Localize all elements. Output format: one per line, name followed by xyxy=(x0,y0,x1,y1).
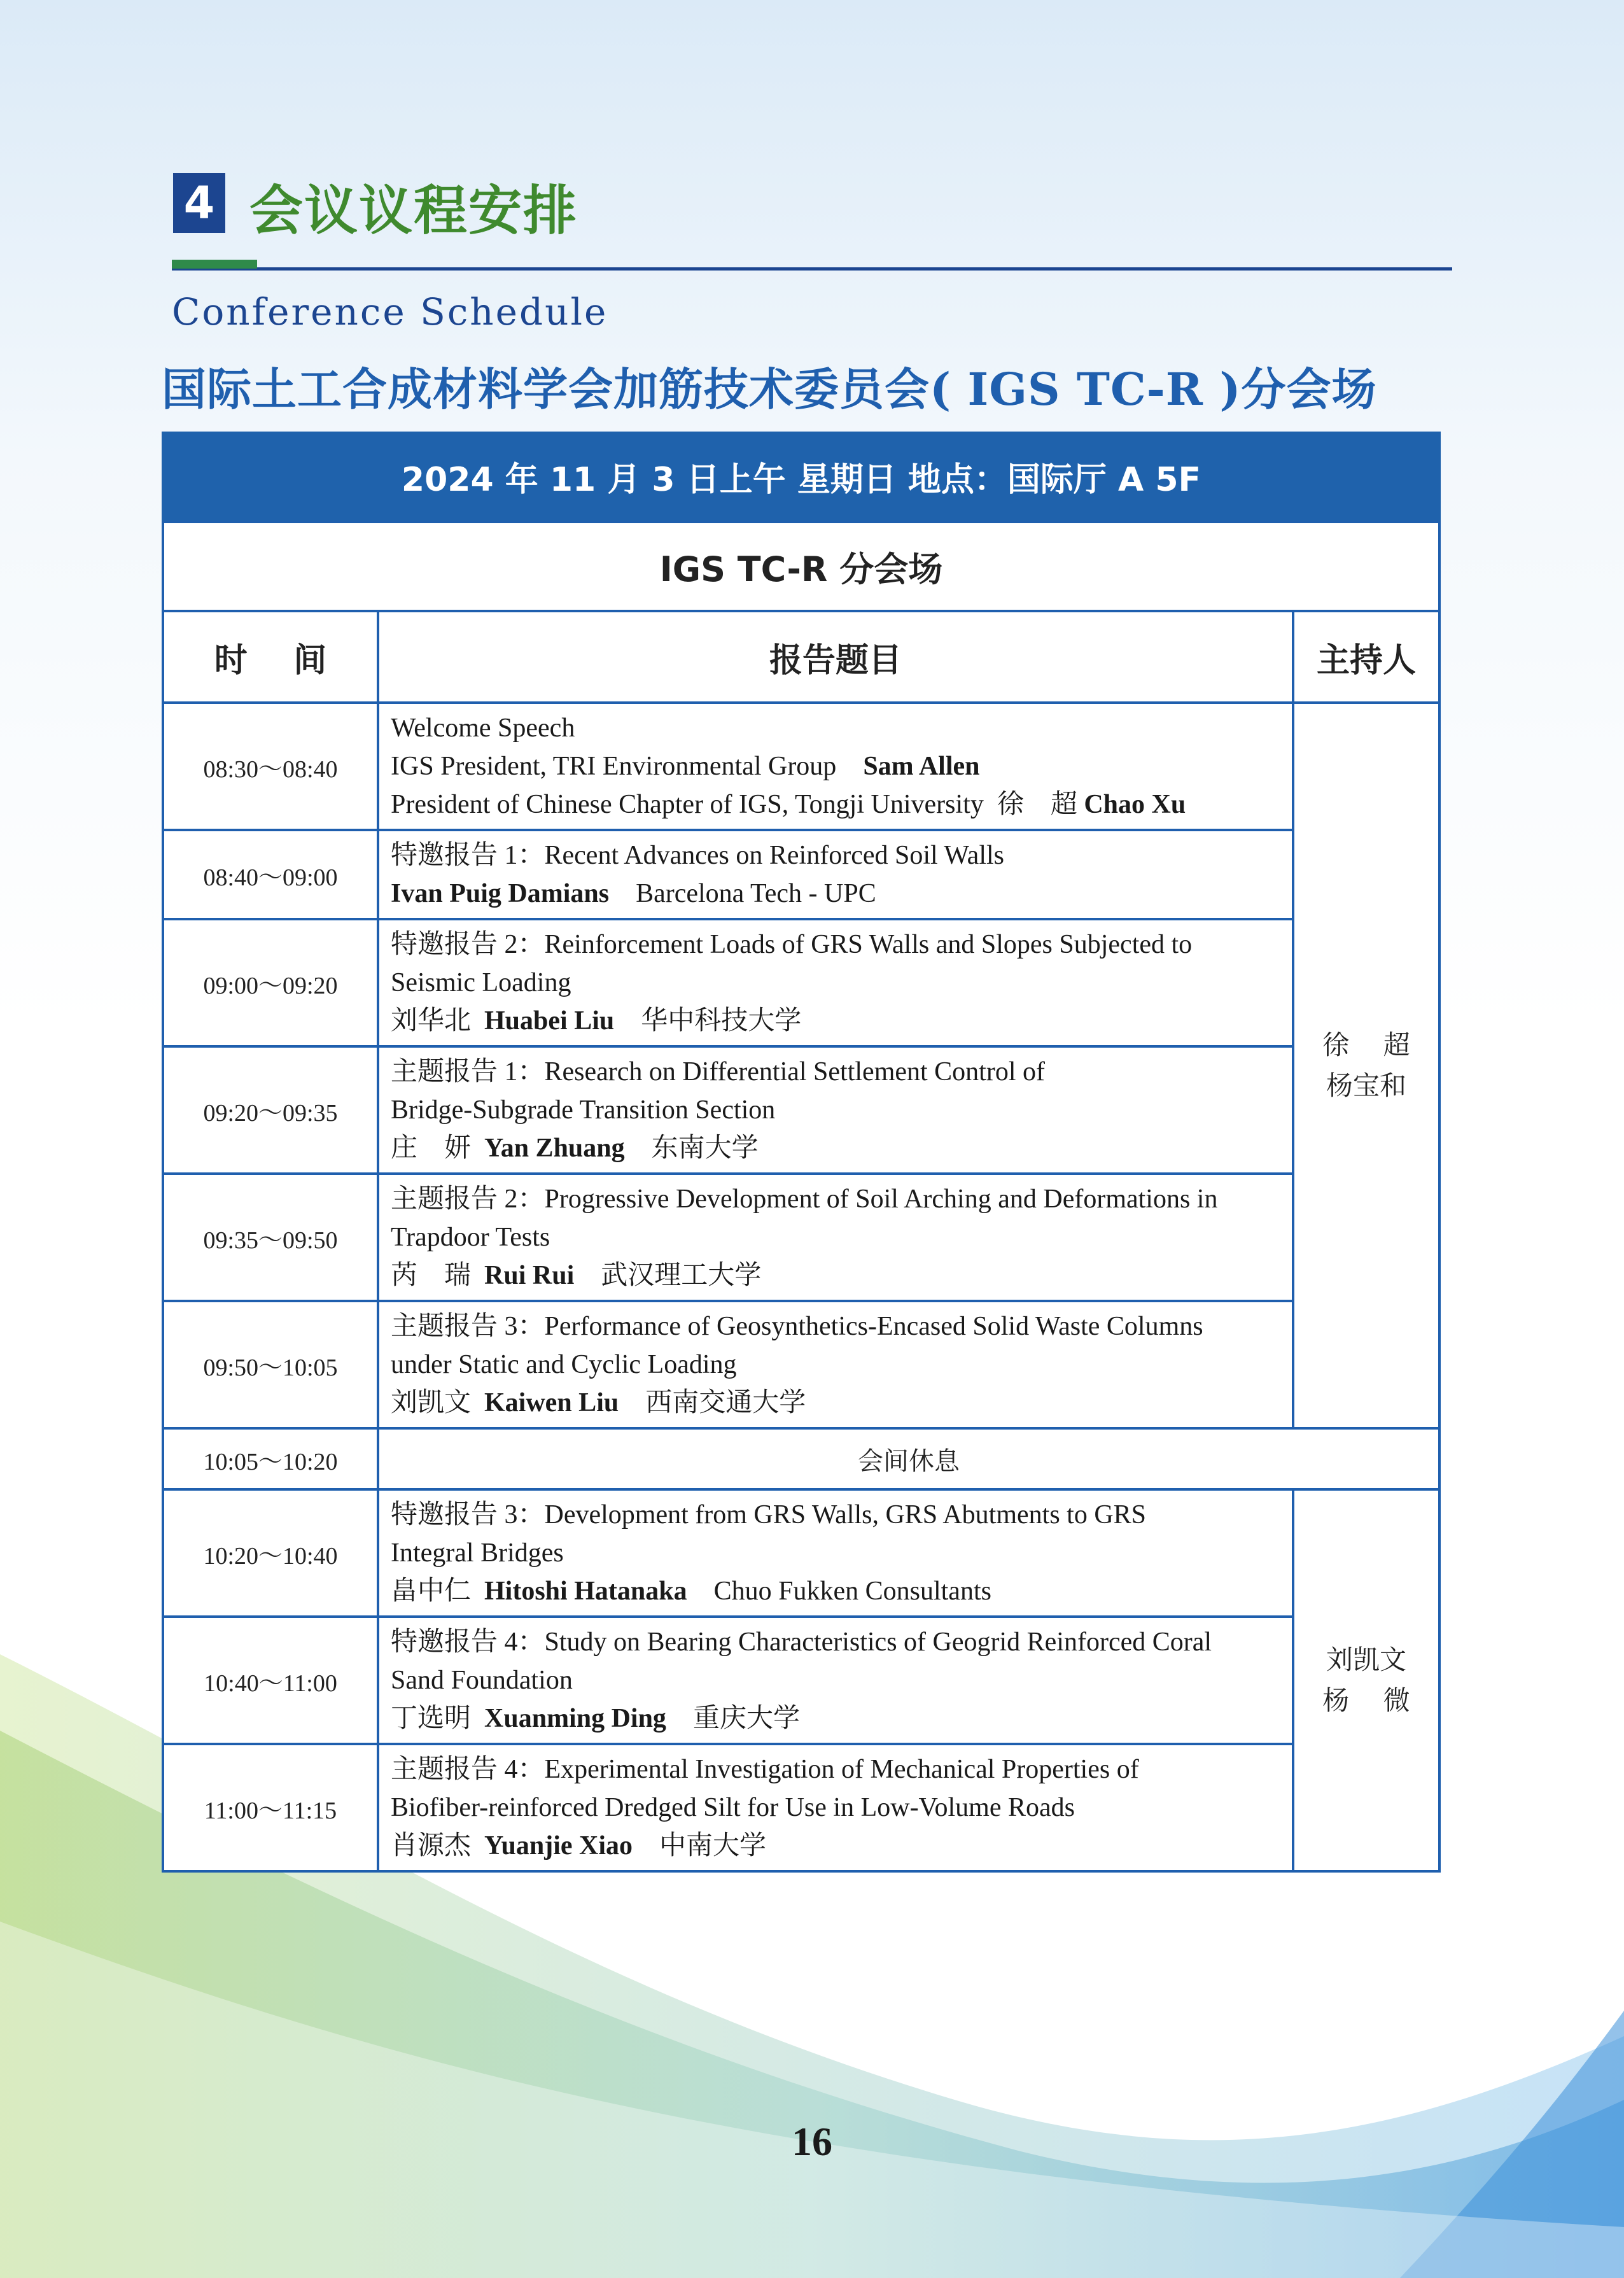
talk-title-cont: Seismic Loading xyxy=(391,968,571,997)
speaker-affiliation: 东南大学 xyxy=(651,1134,759,1163)
host-name: 刘凯文 xyxy=(1326,1644,1406,1675)
talk-cell xyxy=(378,703,1293,830)
speaker-affiliation: 华中科技大学 xyxy=(641,1006,802,1036)
table-row xyxy=(163,1174,1439,1301)
speaker-affiliation: 武汉理工大学 xyxy=(601,1261,762,1290)
talk-title-cont: Sand Foundation xyxy=(391,1666,573,1695)
talk-cell xyxy=(378,1617,1293,1744)
speaker-affiliation: 中南大学 xyxy=(659,1831,767,1860)
time-cell: 10:40～11:00 xyxy=(163,1617,378,1744)
talk-cell xyxy=(378,1744,1293,1871)
speaker-affiliation: IGS President, TRI Environmental Group xyxy=(391,752,864,781)
table-row xyxy=(163,1301,1439,1428)
speaker-name: Yan Zhuang xyxy=(484,1134,625,1163)
speaker-name: Huabei Liu xyxy=(484,1006,615,1036)
talk-cell xyxy=(378,1046,1293,1174)
speaker-name-cn: 刘华北 xyxy=(391,1006,472,1036)
talk-cell xyxy=(378,1174,1293,1301)
speaker-affiliation: President of Chinese Chapter of IGS, Tongji University 徐 超 xyxy=(391,790,1084,819)
table-row xyxy=(163,830,1439,919)
speaker-name: Kaiwen Liu xyxy=(484,1388,619,1417)
time-cell: 09:35～09:50 xyxy=(163,1174,378,1301)
speaker-name: Sam Allen xyxy=(863,752,980,781)
talk-title: 特邀报告 4：Study on Bearing Characteristics of Geogrid Reinforced Coral xyxy=(391,1628,1212,1657)
table-row xyxy=(163,1489,1439,1617)
speaker-name: Xuanming Ding xyxy=(484,1704,666,1733)
time-cell: 10:05～10:20 xyxy=(163,1428,378,1489)
schedule-table xyxy=(162,521,1441,1873)
time-cell: 11:00～11:15 xyxy=(163,1744,378,1871)
talk-cell xyxy=(378,1489,1293,1617)
speaker-name-cn: 芮 瑞 xyxy=(391,1261,472,1290)
table-row xyxy=(163,1046,1439,1174)
talk-title: 主题报告 2：Progressive Development of Soil Arching and Deformations in xyxy=(391,1185,1218,1214)
subtitle-english: Conference Schedule xyxy=(172,290,608,334)
talk-title: 特邀报告 3：Development from GRS Walls, GRS Abutments to GRS xyxy=(391,1500,1147,1529)
talk-title: Welcome Speech xyxy=(391,714,575,743)
host-cell xyxy=(1293,1489,1439,1871)
break-label: 会间休息 xyxy=(378,1428,1439,1489)
session-title: IGS TC-R 分会场 xyxy=(163,522,1439,611)
speaker-affiliation: 西南交通大学 xyxy=(645,1388,806,1417)
talk-cell xyxy=(378,1301,1293,1428)
header-topic: 报告题目 xyxy=(378,611,1293,703)
talk-title: 特邀报告 2：Reinforcement Loads of GRS Walls and Slopes Subjected to xyxy=(391,930,1193,959)
time-cell: 08:40～09:00 xyxy=(163,830,378,919)
talk-title-cont: Integral Bridges xyxy=(391,1538,564,1568)
table-row xyxy=(163,1744,1439,1871)
talk-title: 主题报告 1：Research on Differential Settlement Control of xyxy=(391,1057,1045,1086)
header-rule xyxy=(172,267,1452,271)
talk-title: 主题报告 4：Experimental Investigation of Mechanical Properties of xyxy=(391,1755,1139,1784)
time-cell: 09:00～09:20 xyxy=(163,919,378,1046)
talk-cell xyxy=(378,919,1293,1046)
speaker-name: Ivan Puig Damians xyxy=(391,879,610,908)
speaker-affiliation: Chuo Fukken Consultants xyxy=(713,1577,991,1606)
host-name: 徐 超 xyxy=(1322,1029,1410,1060)
speaker-name-cn: 刘凯文 xyxy=(391,1388,472,1417)
host-name: 杨 微 xyxy=(1322,1685,1410,1716)
speaker-name: Yuanjie Xiao xyxy=(484,1831,633,1860)
time-cell: 09:20～09:35 xyxy=(163,1046,378,1174)
speaker-affiliation: Barcelona Tech - UPC xyxy=(636,879,876,908)
page-number: 16 xyxy=(792,2119,832,2164)
speaker-name-cn: 畠中仁 xyxy=(391,1577,472,1606)
talk-title: 主题报告 3：Performance of Geosynthetics-Encased Solid Waste Columns xyxy=(391,1312,1203,1341)
talk-title-cont: under Static and Cyclic Loading xyxy=(391,1350,737,1379)
host-name: 杨宝和 xyxy=(1326,1070,1406,1101)
date-location-bar: 2024 年 11 月 3 日上午 星期日 地点：国际厅 A 5F xyxy=(162,432,1441,521)
time-cell: 08:30～08:40 xyxy=(163,703,378,830)
section-number-badge: 4 xyxy=(173,173,225,233)
header-time: 时 间 xyxy=(163,611,378,703)
talk-title-cont: Bridge-Subgrade Transition Section xyxy=(391,1095,776,1125)
speaker-name-cn: 庄 妍 xyxy=(391,1134,472,1163)
table-row xyxy=(163,1617,1439,1744)
talk-cell xyxy=(378,830,1293,919)
speaker-name: Chao Xu xyxy=(1084,790,1186,819)
header-row xyxy=(163,611,1439,703)
talk-title-cont: Biofiber-reinforced Dredged Silt for Use in Low-Volume Roads xyxy=(391,1793,1075,1822)
header-rule-accent xyxy=(172,260,257,269)
time-cell: 10:20～10:40 xyxy=(163,1489,378,1617)
session-row xyxy=(163,522,1439,611)
break-row xyxy=(163,1428,1439,1489)
section-title: 会议议程安排 xyxy=(249,179,578,242)
host-cell xyxy=(1293,703,1439,1428)
speaker-name: Rui Rui xyxy=(484,1261,575,1290)
subtitle-chinese: 国际土工合成材料学会加筋技术委员会( IGS TC-R )分会场 xyxy=(162,363,1377,416)
time-cell: 09:50～10:05 xyxy=(163,1301,378,1428)
speaker-name-cn: 丁选明 xyxy=(391,1704,472,1733)
speaker-affiliation: 重庆大学 xyxy=(692,1704,800,1733)
talk-title: 特邀报告 1：Recent Advances on Reinforced Soil Walls xyxy=(391,841,1005,870)
speaker-name-cn: 肖源杰 xyxy=(391,1831,472,1860)
table-row xyxy=(163,703,1439,830)
speaker-name: Hitoshi Hatanaka xyxy=(484,1577,687,1606)
table-row xyxy=(163,919,1439,1046)
talk-title-cont: Trapdoor Tests xyxy=(391,1223,550,1252)
header-host: 主持人 xyxy=(1293,611,1439,703)
